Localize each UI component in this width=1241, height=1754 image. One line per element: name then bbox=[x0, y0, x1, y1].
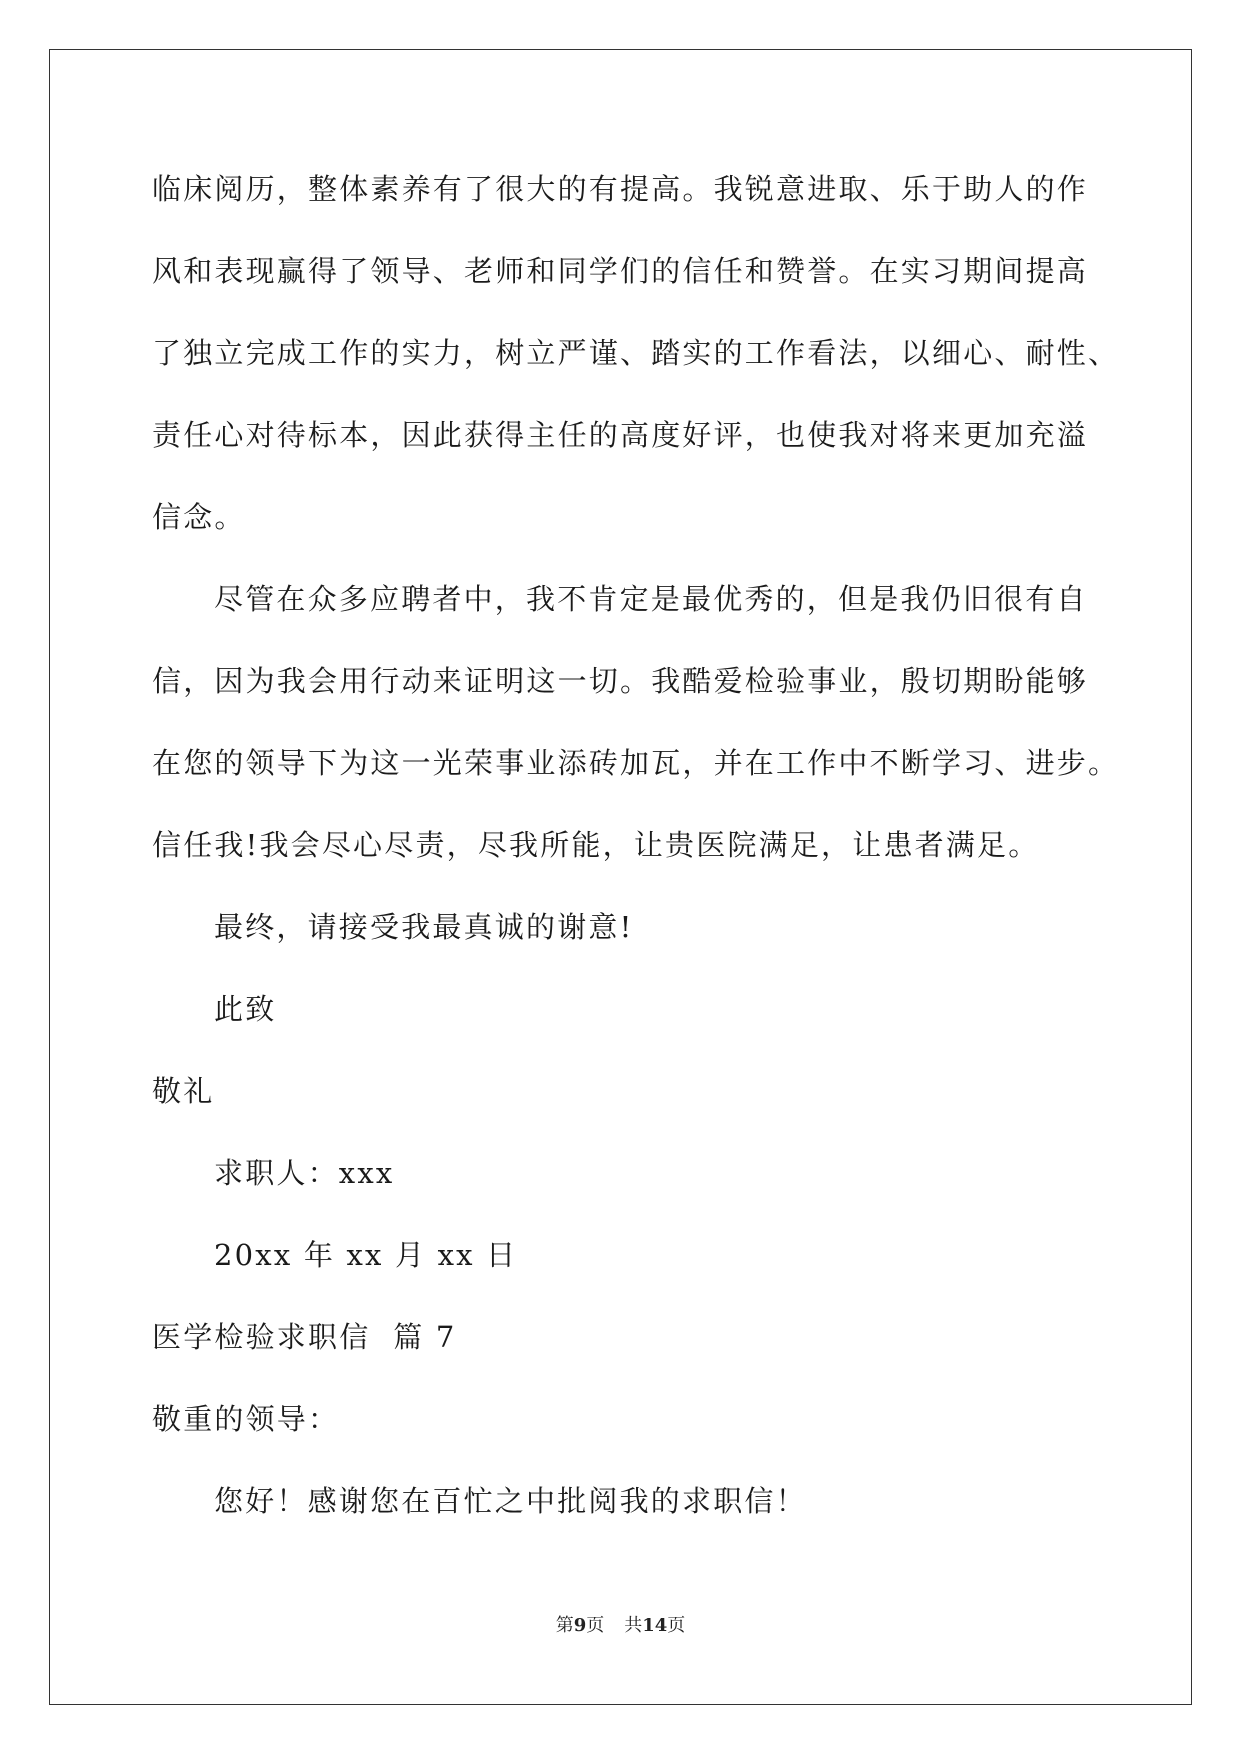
opening-line: 您好！感谢您在百忙之中批阅我的求职信！ bbox=[214, 1484, 807, 1518]
page-border bbox=[49, 49, 1192, 1705]
paragraph-line: 责任心对待标本，因此获得主任的高度好评，也使我对将来更加充溢 bbox=[152, 418, 1089, 452]
paragraph-line: 信任我!我会尽心尽责，尽我所能，让贵医院满足，让患者满足。 bbox=[152, 828, 1040, 862]
salutation-regards: 敬礼 bbox=[152, 1074, 215, 1108]
paragraph-line: 信念。 bbox=[152, 500, 246, 534]
paragraph-line: 了独立完成工作的实力，树立严谨、踏实的工作看法，以细心、耐性、 bbox=[152, 336, 1120, 370]
page-prefix: 第 bbox=[555, 1615, 574, 1636]
page-suffix: 页 bbox=[586, 1615, 605, 1636]
page-number: 9 bbox=[573, 1615, 587, 1636]
applicant-signature: 求职人：xxx bbox=[214, 1156, 395, 1190]
greeting: 敬重的领导： bbox=[152, 1402, 340, 1436]
paragraph-line: 临床阅历，整体素养有了很大的有提高。我锐意进取、乐于助人的作 bbox=[152, 172, 1089, 206]
salutation-closing: 此致 bbox=[214, 992, 277, 1026]
total-prefix: 共 bbox=[624, 1615, 643, 1636]
total-pages: 14 bbox=[642, 1615, 668, 1636]
paragraph-line: 在您的领导下为这一光荣事业添砖加瓦，并在工作中不断学习、进步。 bbox=[152, 746, 1120, 780]
total-suffix: 页 bbox=[667, 1615, 686, 1636]
paragraph-line: 尽管在众多应聘者中，我不肯定是最优秀的，但是我仍旧很有自 bbox=[214, 582, 1088, 616]
section-heading: 医学检验求职信 篇 7 bbox=[152, 1320, 457, 1354]
paragraph-line: 风和表现赢得了领导、老师和同学们的信任和赞誉。在实习期间提高 bbox=[152, 254, 1089, 288]
paragraph-line: 信，因为我会用行动来证明这一切。我酷爱检验事业，殷切期盼能够 bbox=[152, 664, 1089, 698]
page-footer bbox=[0, 1614, 1241, 1638]
closing-thanks: 最终，请接受我最真诚的谢意! bbox=[214, 910, 634, 944]
letter-date: 20xx 年 xx 月 xx 日 bbox=[214, 1238, 518, 1272]
